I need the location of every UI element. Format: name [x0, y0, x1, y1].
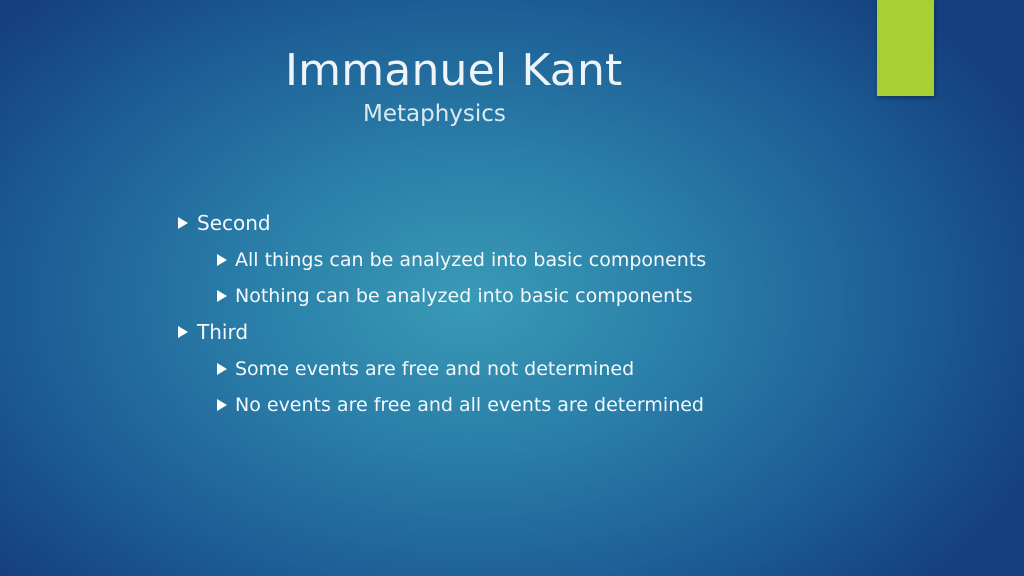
bullet-text: All things can be analyzed into basic components [235, 249, 707, 271]
bullet-arrow-icon [178, 326, 188, 338]
bullet-arrow-icon [217, 363, 227, 375]
bullet-text: Nothing can be analyzed into basic components [235, 285, 693, 307]
bullet-item [178, 208, 271, 238]
bullet-item [178, 317, 248, 347]
bullet-arrow-icon [217, 254, 227, 266]
bullet-text: Second [197, 211, 271, 235]
bullet-text: No events are free and all events are determined [235, 394, 704, 416]
accent-tab [877, 0, 934, 96]
slide-title: Immanuel Kant [285, 45, 623, 96]
bullet-arrow-icon [217, 399, 227, 411]
sub-bullet-item [217, 245, 706, 275]
sub-bullet-item [217, 354, 634, 384]
bullet-arrow-icon [217, 290, 227, 302]
bullet-text: Some events are free and not determined [235, 358, 635, 380]
sub-bullet-item [217, 390, 704, 420]
sub-bullet-item [217, 281, 693, 311]
bullet-arrow-icon [178, 217, 188, 229]
slide-subtitle: Metaphysics [363, 101, 506, 127]
bullet-text: Third [197, 320, 249, 344]
